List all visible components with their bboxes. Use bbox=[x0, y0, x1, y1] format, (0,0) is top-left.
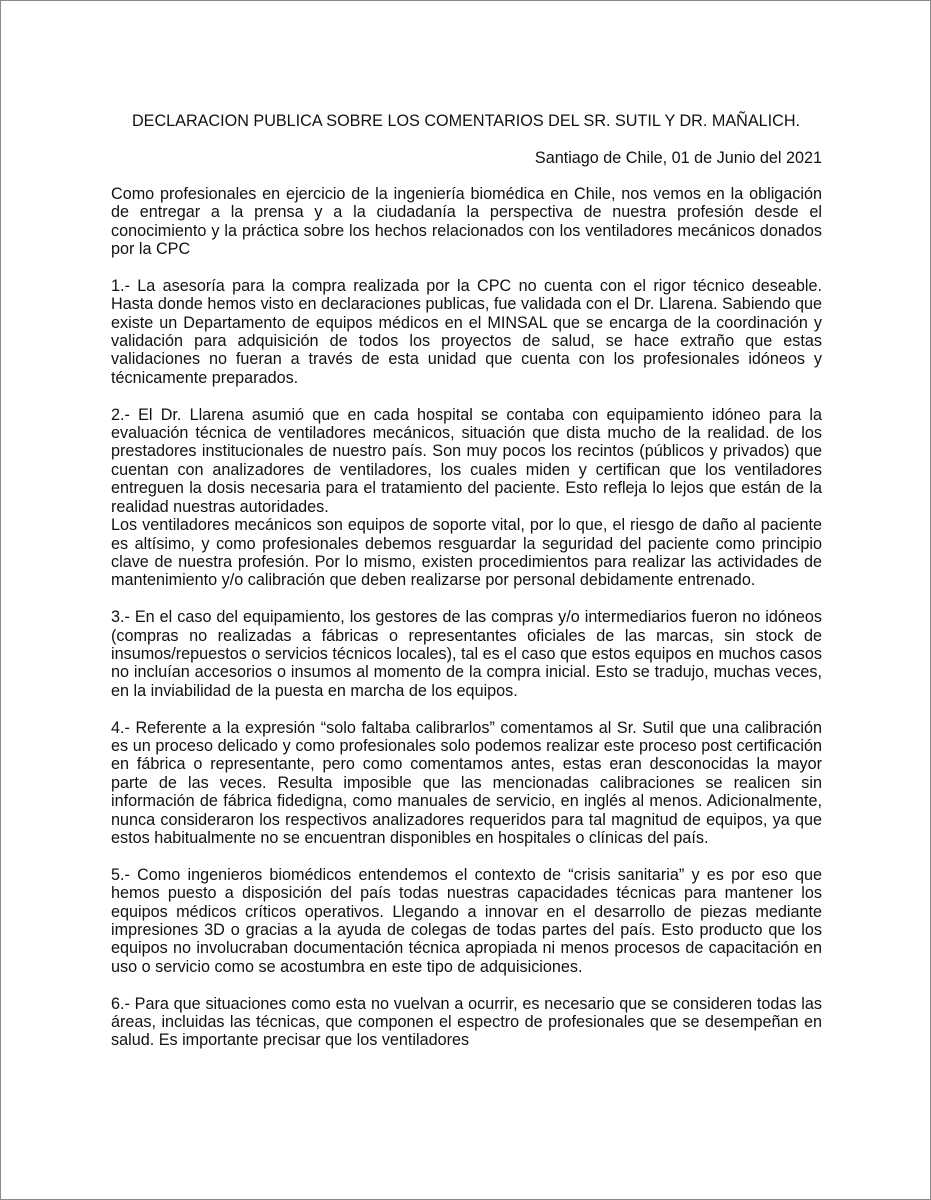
point-4-paragraph: 4.- Referente a la expresión “solo faltaba calibrarlos” comentamos al Sr. Sutil que una calibración es un proceso delicado y como profesionales solo podemos realizar este proceso post certificación en fábrica o representante, pero como comentamos antes, estas eran desconocidas la mayor parte de las veces. Resulta imposible que las mencionadas calibraciones se realicen sin información de fábrica fidedigna, como manuales de servicio, en inglés al menos. Adicionalmente, nunca consideraron los respectivos analizadores requeridos para tal magnitud de equipos, ya que estos habitualmente no se encuentran disponibles en hospitales o clínicas del país. bbox=[111, 718, 822, 847]
point-1-paragraph: 1.- La asesoría para la compra realizada por la CPC no cuenta con el rigor técnico deseable. Hasta donde hemos visto en declaraciones publicas, fue validada con el Dr. Llarena. Sabiendo que existe un Departamento de equipos médicos en el MINSAL que se encarga de la coordinación y validación para adquisición de todos los proyectos de salud, se hace extraño que estas validaciones no fueran a través de esta unidad que cuenta con los profesionales idóneos y técnicamente preparados. bbox=[111, 276, 822, 387]
point-2-paragraph: 2.- El Dr. Llarena asumió que en cada hospital se contaba con equipamiento idóneo para la evaluación técnica de ventiladores mecánicos, situación que dista mucho de la realidad. de los prestadores institucionales de nuestro país. Son muy pocos los recintos (públicos y privados) que cuentan con analizadores de ventiladores, los cuales miden y certifican que los ventiladores entreguen la dosis necesaria para el tratamiento del paciente. Esto refleja lo lejos que están de la realidad nuestras autoridades. bbox=[111, 405, 822, 516]
document-title: DECLARACION PUBLICA SOBRE LOS COMENTARIOS DEL SR. SUTIL Y DR. MAÑALICH. bbox=[131, 112, 801, 130]
point-6-paragraph: 6.- Para que situaciones como esta no vuelvan a ocurrir, es necesario que se consideren todas las áreas, incluidas las técnicas, que componen el espectro de profesionales que se desempeñan en salud. Es importante precisar que los ventiladores bbox=[111, 994, 822, 1050]
document-page bbox=[111, 112, 822, 1050]
intro-paragraph: Como profesionales en ejercicio de la ingeniería biomédica en Chile, nos vemos en la obligación de entregar a la prensa y a la ciudadanía la perspectiva de nuestra profesión desde el conocimiento y la práctica sobre los hechos relacionados con los ventiladores mecánicos donados por la CPC bbox=[111, 184, 822, 259]
point-5-paragraph: 5.- Como ingenieros biomédicos entendemos el contexto de “crisis sanitaria” y es por eso que hemos puesto a disposición del país todas nuestras capacidades técnicas para mantener los equipos médicos críticos operativos. Llegando a innovar en el desarrollo de piezas mediante impresiones 3D o gracias a la ayuda de colegas de todas partes del país. Esto producto que los equipos no involucraban documentación técnica apropiada ni menos procesos de capacitación en uso o servicio como se acostumbra en este tipo de adquisiciones. bbox=[111, 865, 822, 976]
point-2-continuation-paragraph: Los ventiladores mecánicos son equipos de soporte vital, por lo que, el riesgo de daño al paciente es altísimo, y como profesionales debemos resguardar la seguridad del paciente como principio clave de nuestra profesión. Por lo mismo, existen procedimientos para realizar las actividades de mantenimiento y/o calibración que deben realizarse por personal debidamente entrenado. bbox=[111, 516, 822, 590]
dateline: Santiago de Chile, 01 de Junio del 2021 bbox=[534, 149, 822, 168]
point-3-paragraph: 3.- En el caso del equipamiento, los gestores de las compras y/o intermediarios fueron no idóneos (compras no realizadas a fábricas o representantes oficiales de las marcas, sin stock de insumos/repuestos o servicios técnicos locales), tal es el caso que estos equipos en muchos casos no incluían accesorios o insumos al momento de la compra inicial. Esto se tradujo, muchas veces, en la inviabilidad de la puesta en marcha de los equipos. bbox=[111, 608, 822, 700]
